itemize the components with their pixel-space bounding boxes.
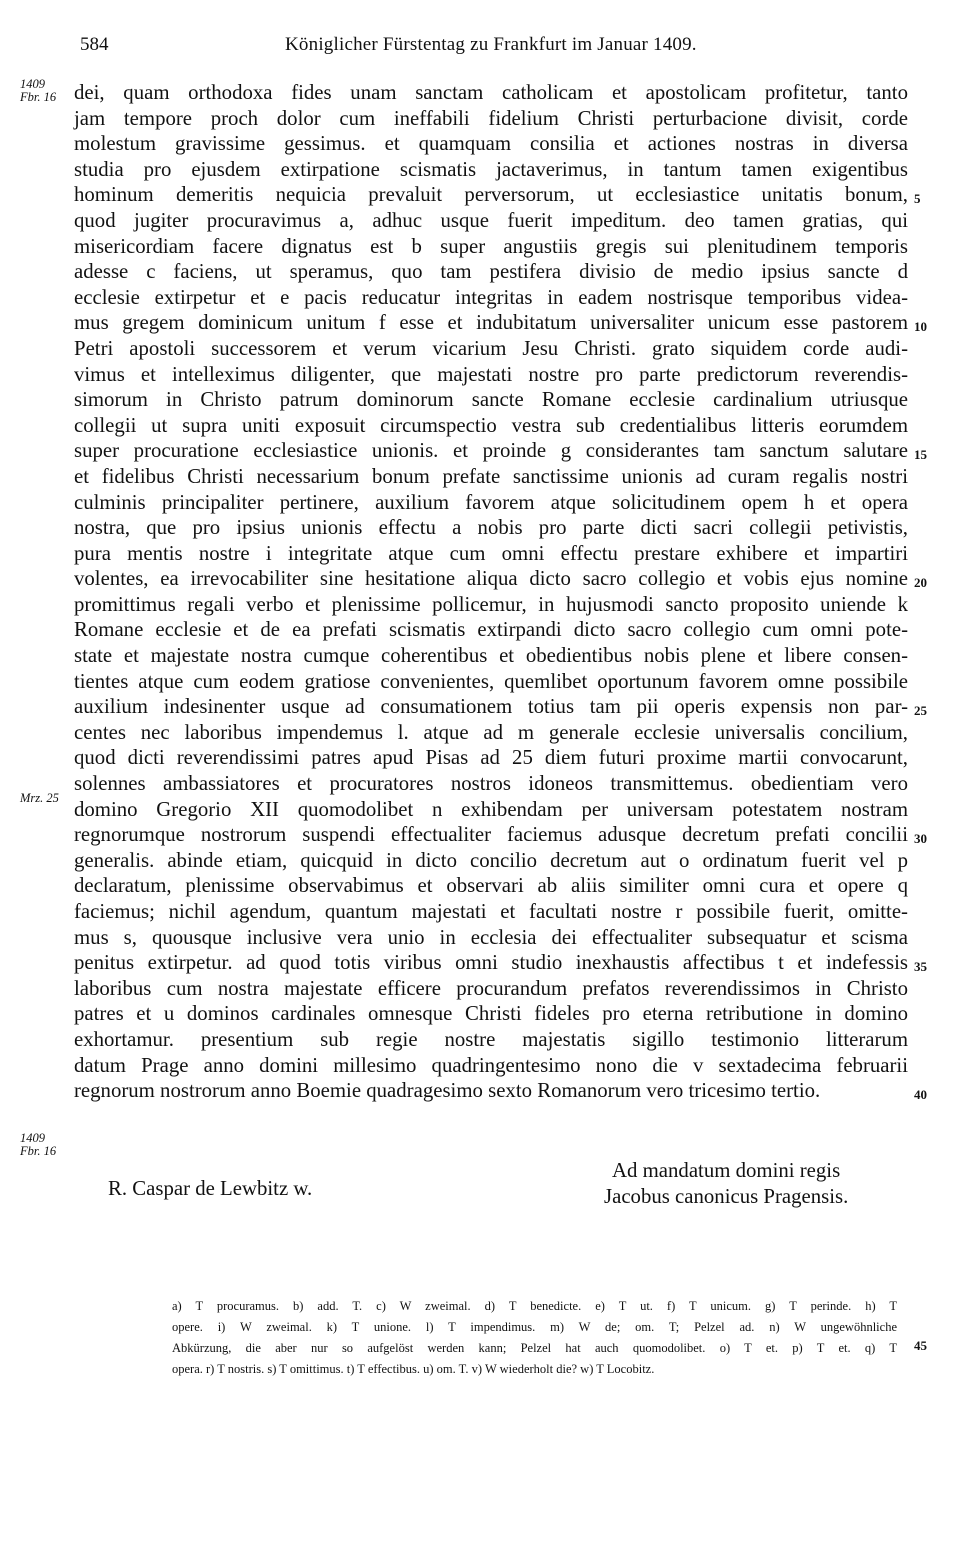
text-line: pura mentis nostre i integritate atque cum omni effectu prestare exhibere et impartiri xyxy=(74,541,908,565)
page-number: 584 xyxy=(80,34,109,55)
margin-note-mrz: Mrz. 25 xyxy=(20,791,59,805)
footnote-line: opere. i) W zweimal. k) T unione. l) T impendimus. m) W de; om. T; Pelzel ad. n) W ungewöhnliche xyxy=(172,1320,897,1334)
text-line: molestum gravissime gessimus. et quamquam consilia et actiones nostras in diversa xyxy=(74,132,908,156)
text-line: datum Prage anno domini millesimo quadringentesimo nono die v sextadecima februarii xyxy=(74,1053,908,1077)
line-number: 40 xyxy=(914,1087,927,1102)
margin-note-date-bottom xyxy=(20,1132,56,1158)
running-title: Königlicher Fürstentag zu Frankfurt im Januar 1409. xyxy=(285,34,697,55)
page-header xyxy=(80,34,910,64)
margin-year: 1409 xyxy=(20,77,45,91)
text-line: promittimus regali verbo et plenissime pollicemur, in hujusmodi sancto proposito uniende k xyxy=(74,592,908,616)
text-line: simorum in Christo patrum dominorum sancte Romane ecclesie cardinalium utriusque xyxy=(74,388,908,412)
line-number: 5 xyxy=(914,191,921,206)
text-line: misericordiam facere dignatus est b super angustiis gregis sui plenitudinem temporis xyxy=(74,234,908,258)
mandate-line-2: Jacobus canonicus Pragensis. xyxy=(604,1185,849,1208)
text-line: exhortamur. presentium sub regie nostre majestatis sigillo testimonio litterarum xyxy=(74,1027,908,1051)
text-line: patres et u dominos cardinales omnesque Christi fideles pro eterna retributione in domino xyxy=(74,1002,908,1026)
text-line: declaratum, plenissime observabimus et observari ab aliis similiter omni cura et opere q xyxy=(74,874,908,898)
line-number: 30 xyxy=(914,831,927,846)
text-line: state et majestate nostra cumque coherentibus et obedientibus nobis plene et libere consen- xyxy=(74,644,908,668)
text-line: penitus extirpetur. ad quod totis viribus omni studio inexhaustis affectibus t et indefessis xyxy=(74,951,908,975)
margin-note-date-top xyxy=(20,78,56,104)
text-line: et fidelibus Christi necessarium bonum prefate sanctissime unionis ad curam regalis nostri xyxy=(74,464,908,488)
text-line: super procuratione ecclesiastice unionis. et proinde g considerantes tam sanctum salutare xyxy=(74,439,908,463)
text-line: quod dicti reverendissimi patres apud Pisas ad 25 diem futuri proxime martii convocarunt, xyxy=(74,746,908,770)
text-line: nostra, que pro ipsius unionis effectu a nobis pro parte dicti sacri collegii petivistis, xyxy=(74,516,908,540)
text-line: ecclesie extirpetur et e pacis reducatur integritas in eadem nostrisque temporibus videa- xyxy=(74,285,908,309)
text-line: culminis principaliter pertinere, auxilium favorem atque solicitudinem opem h et opera xyxy=(74,490,908,514)
text-line: tientes atque cum eodem gratiose convenientes, quemlibet oportunum favorem omne possibile xyxy=(74,669,908,693)
text-line: studia pro ejusdem extirpatione scismatis jactaverimus, in tantum tamen exigentibus xyxy=(74,157,908,181)
text-line: mus s, quousque inclusive vera unio in ecclesia dei effectualiter subsequatur et scisma xyxy=(74,925,908,949)
mandate-line-1: Ad mandatum domini regis xyxy=(612,1159,841,1182)
margin-day: Fbr. 16 xyxy=(20,90,57,104)
text-line: hominum demeritis nequicia prevaluit perversorum, ut ecclesiastice unitatis bonum, xyxy=(74,183,908,207)
text-line: dei, quam orthodoxa fides unam sanctam catholicam et apostolicam profitetur, tanto xyxy=(74,81,908,104)
text-line: solennes ambassiatores et procuratores nostros idoneos transmittemus. obedientiam vero xyxy=(74,772,908,796)
footnote-line: a) T procuramus. b) add. T. c) W zweimal. d) T benedicte. e) T ut. f) T unicum. g) T perinde. h) T xyxy=(172,1299,897,1313)
footnotes xyxy=(172,1296,897,1380)
text-line: regnorum nostrorum anno Boemie quadragesimo sexto Romanorum vero tricesimo tertio. xyxy=(74,1079,821,1103)
footnote-line: opera. r) T nostris. s) T omittimus. t) T effectibus. u) om. T. v) W wiederholt die? w) T Locobitz. xyxy=(172,1362,655,1376)
text-line: domino Gregorio XII quomodolibet n exhibendam per universam potestatem nostram xyxy=(74,797,908,821)
scribe-name: R. Caspar de Lewbitz w. xyxy=(108,1177,313,1200)
text-line: mus gregem dominicum unitum f esse et indubitatum universaliter unicum esse pastorem xyxy=(74,311,908,335)
text-line: laboribus cum nostra majestate efficere procurandum prefatos reverendissimos in Christo xyxy=(74,976,908,1000)
text-line: vimus et intelleximus diligenter, que majestati nostre pro parte predictorum reverendis- xyxy=(74,362,908,386)
text-line: auxilium indesinenter usque ad consumationem totius tam pii operis expensis non par- xyxy=(74,695,908,719)
line-number: 25 xyxy=(914,703,927,718)
margin-year: 1409 xyxy=(20,1131,45,1145)
text-line: Romane ecclesie et de ea prefati scismatis extirpandi dicto sacro collegio cum omni pote- xyxy=(74,618,908,642)
body-text xyxy=(74,80,908,1104)
line-number: 10 xyxy=(914,319,927,334)
text-line: quod jugiter procuravimus a, adhuc usque fuerit impeditum. deo tamen gratias, qui xyxy=(74,208,908,232)
text-line: Petri apostoli successorem et verum vicarium Jesu Christi. grato siquidem corde audi- xyxy=(74,336,908,360)
line-number: 35 xyxy=(914,959,927,974)
line-number: 15 xyxy=(914,447,927,462)
footnote-line-number: 45 xyxy=(914,1338,927,1353)
text-line: regnorumque nostrorum suspendi effectualiter faciemus adusque decretum prefati concilii xyxy=(74,823,908,847)
footnote-line: Abkürzung, die aber nur so aufgelöst werden kann; Pelzel hat auch quomodolibet. o) T et. p) T et. q) T xyxy=(172,1341,897,1355)
text-line: centes nec laboribus impendemus l. atque ad m generale ecclesie universalis concilium, xyxy=(74,720,908,744)
text-line: adesse c faciens, ut speramus, quo tam pestifera divisio de medio ipsius sancte d xyxy=(74,260,908,284)
text-line: faciemus; nichil agendum, quantum majestati et facultati nostre r possibile fuerit, omitte- xyxy=(74,900,908,923)
line-number: 20 xyxy=(914,575,927,590)
margin-day: Fbr. 16 xyxy=(20,1144,57,1158)
text-line: jam tempore proch dolor cum ineffabili fidelium Christi perturbacione divisit, corde xyxy=(74,106,908,130)
text-line: generalis. abinde etiam, quicquid in dicto concilio decretum aut o ordinatum fuerit vel p xyxy=(74,848,908,872)
text-line: collegii ut supra uniti exposuit circumspectio vestra sub credentialibus litteris eorumdem xyxy=(74,413,908,437)
text-line: volentes, ea irrevocabiliter sine hesitatione aliqua dicto sacro collegio et vobis ejus nomine xyxy=(74,567,908,591)
